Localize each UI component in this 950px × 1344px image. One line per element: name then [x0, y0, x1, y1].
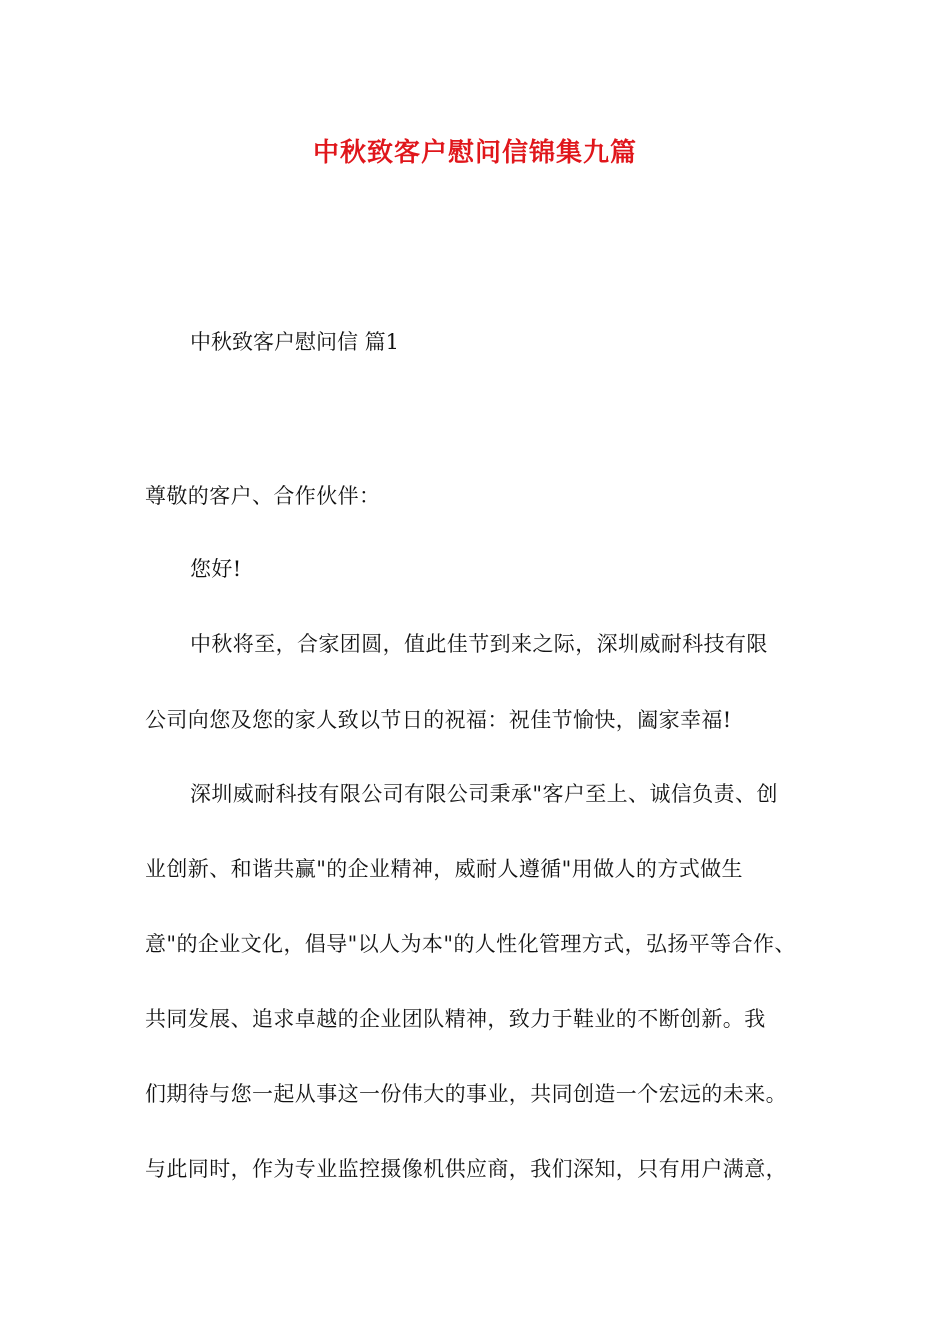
paragraph-line-5: 意"的企业文化，倡导"以人为本"的人性化管理方式，弘扬平等合作、	[145, 932, 796, 956]
section-heading: 中秋致客户慰问信 篇1	[190, 330, 400, 354]
paragraph-line-1: 中秋将至，合家团圆，值此佳节到来之际，深圳威耐科技有限	[190, 632, 768, 656]
paragraph-line-4: 业创新、和谐共赢"的企业精神，威耐人遵循"用做人的方式做生	[145, 857, 743, 881]
paragraph-line-8: 与此同时，作为专业监控摄像机供应商，我们深知，只有用户满意，	[145, 1157, 787, 1181]
paragraph-line-6: 共同发展、追求卓越的企业团队精神，致力于鞋业的不断创新。我	[145, 1007, 766, 1031]
document-title: 中秋致客户慰问信锦集九篇	[312, 138, 637, 168]
paragraph-line-2: 公司向您及您的家人致以节日的祝福：祝佳节愉快，阖家幸福!	[145, 708, 732, 732]
paragraph-line-7: 们期待与您一起从事这一份伟大的事业，共同创造一个宏远的未来。	[145, 1082, 787, 1106]
paragraph-line-3: 深圳威耐科技有限公司有限公司秉承"客户至上、诚信负责、创	[190, 782, 778, 806]
greeting: 您好!	[190, 557, 242, 581]
salutation: 尊敬的客户、合作伙伴：	[145, 484, 381, 508]
